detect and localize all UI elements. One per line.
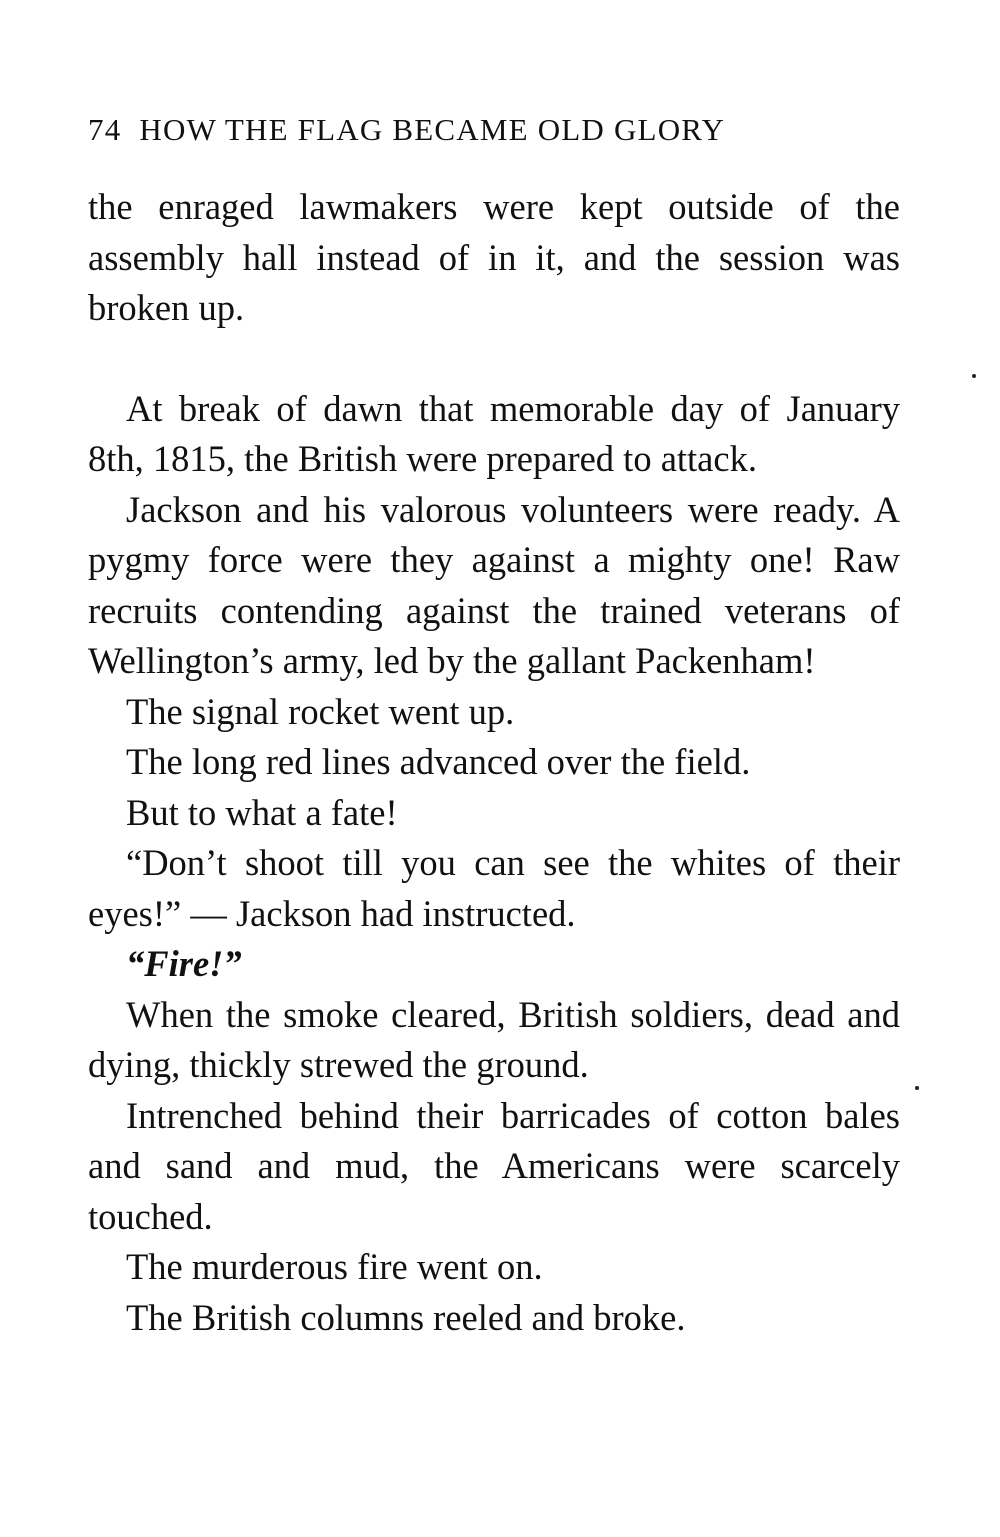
- print-speck: [915, 1086, 919, 1090]
- running-head: [88, 112, 888, 148]
- paragraph-murderous-fire: The murderous fire went on.: [126, 1246, 543, 1287]
- paragraph-fate: But to what a fate!: [126, 791, 398, 833]
- page-number: 74: [88, 112, 122, 147]
- paragraph-dont-shoot: “Don’t shoot till you can see the whites of their eyes!” — Jackson had instructed.: [88, 842, 900, 934]
- paragraph-red-lines: The long red lines advanced over the field.: [126, 741, 751, 782]
- fire-exclamation: “Fire!”: [126, 943, 242, 984]
- paragraph-intrenched: Intrenched behind their barricades of cotton bales and sand and mud, the Americans were scarcely touched.: [88, 1094, 900, 1237]
- running-title: HOW THE FLAG BECAME OLD GLORY: [139, 112, 726, 147]
- paragraph-signal-rocket: The signal rocket went up.: [126, 690, 515, 732]
- paragraph-columns-broke: The British columns reeled and broke.: [126, 1296, 686, 1338]
- paragraph-smoke-cleared: When the smoke cleared, British soldiers, dead and dying, thickly strewed the ground.: [88, 993, 900, 1085]
- print-speck: [972, 374, 976, 378]
- paragraph-volunteers: Jackson and his valorous volunteers were ready. A pygmy force were they against a mighty one! Raw recruits contending against the trained veterans of Wellington’s army, led by the gallant Packenham!: [88, 488, 900, 681]
- paragraph-continuation: the enraged lawmakers were kept outside of the assembly hall instead of in it, and the session was broken up.: [88, 186, 900, 328]
- body-text: [88, 182, 900, 1343]
- paragraph-fire: [88, 939, 900, 990]
- paragraph-dawn: At break of dawn that memorable day of January 8th, 1815, the British were prepared to attack.: [88, 387, 900, 479]
